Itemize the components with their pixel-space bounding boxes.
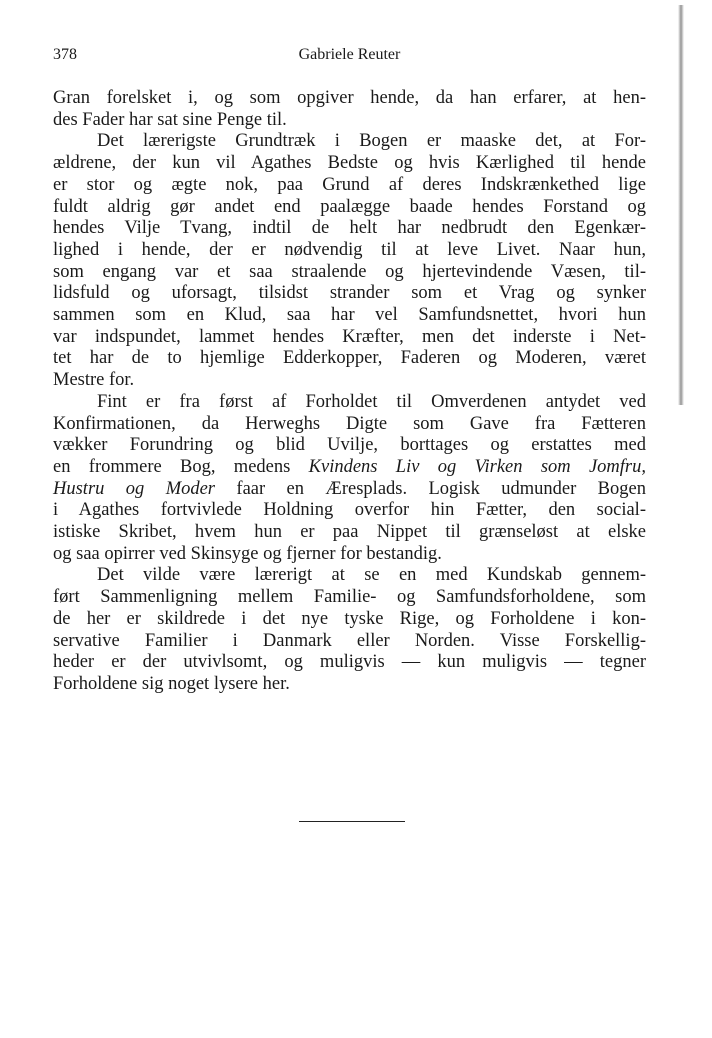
text-line: og saa opirrer ved Skinsyge og fjerner for bestandig. (53, 543, 442, 564)
text-line: Det lærerigste Grundtræk i Bogen er maaske det, at For- (97, 131, 646, 152)
body-text (53, 88, 646, 696)
text-line: Mestre for. (53, 370, 135, 391)
text-line: Hustru og Moder faar en Æresplads. Logisk udmunder Bogen (53, 478, 646, 499)
text-line: servative Familier i Danmark eller Norden. Visse Forskellig- (53, 630, 646, 651)
paragraph (53, 392, 646, 566)
text-line: vækker Forundring og blid Uvilje, borttages og erstattes med (53, 435, 646, 456)
text-line: des Fader har sat sine Penge til. (53, 109, 287, 130)
text-line: lidsfuld og uforsagt, tilsidst strander som et Vrag og synker (53, 283, 646, 304)
text-line: fuldt aldrig gør andet end paalægge baade hendes Forstand og (53, 196, 646, 217)
text-line: tet har de to hjemlige Edderkopper, Faderen og Moderen, været (53, 348, 646, 369)
page-edge-shadow (678, 5, 684, 405)
text-line: ført Sammenligning mellem Familie- og Samfundsforholdene, som (53, 587, 646, 608)
text-line: istiske Skribet, hvem hun er paa Nippet til grænseløst at elske (53, 522, 646, 543)
text-line: lighed i hende, der er nødvendig til at leve Livet. Naar hun, (53, 239, 646, 260)
text-line: hendes Vilje Tvang, indtil de helt har nedbrudt den Egenkær- (53, 218, 646, 239)
text-line: ældrene, der kun vil Agathes Bedste og hvis Kærlighed til hende (53, 153, 646, 174)
paragraph (53, 131, 646, 391)
text-line: Gran forelsket i, og som opgiver hende, da han erfarer, at hen- (53, 88, 646, 108)
text-line: sammen som en Klud, saa har vel Samfundsnettet, hvori hun (53, 305, 646, 326)
text-line: er stor og ægte nok, paa Grund af deres Indskrænkethed lige (53, 174, 646, 195)
paragraph (53, 88, 646, 131)
text-line: var indspundet, lammet hendes Kræfter, men det inderste i Net- (53, 326, 646, 347)
running-title: Gabriele Reuter (298, 46, 401, 63)
paragraph (53, 565, 646, 695)
text-line: Det vilde være lærerigt at se en med Kundskab gennem- (97, 565, 646, 586)
section-end-rule (299, 821, 405, 822)
text-line: Fint er fra først af Forholdet til Omverdenen antydet ved (97, 391, 646, 412)
page-header (53, 46, 646, 68)
text-line: en frommere Bog, medens Kvindens Liv og Virken som Jomfru, (53, 456, 646, 477)
text-line: Konfirmationen, da Herweghs Digte som Gave fra Fætteren (53, 413, 646, 434)
book-title-italic: Kvindens Liv og Virken som Jomfru, (308, 456, 646, 477)
text-line: som engang var et saa straalende og hjertevindende Væsen, til- (53, 261, 646, 282)
text-line: i Agathes fortvivlede Holdning overfor hin Fætter, den social- (53, 500, 646, 521)
text-line: de her er skildrede i det nye tyske Rige, og Forholdene i kon- (53, 608, 646, 629)
text-line: Forholdene sig noget lysere her. (53, 673, 290, 694)
text-line: heder er der utvivlsomt, og muligvis — kun muligvis — tegner (53, 652, 646, 673)
book-title-italic: Hustru og Moder (53, 478, 216, 499)
page-number: 378 (53, 46, 77, 63)
